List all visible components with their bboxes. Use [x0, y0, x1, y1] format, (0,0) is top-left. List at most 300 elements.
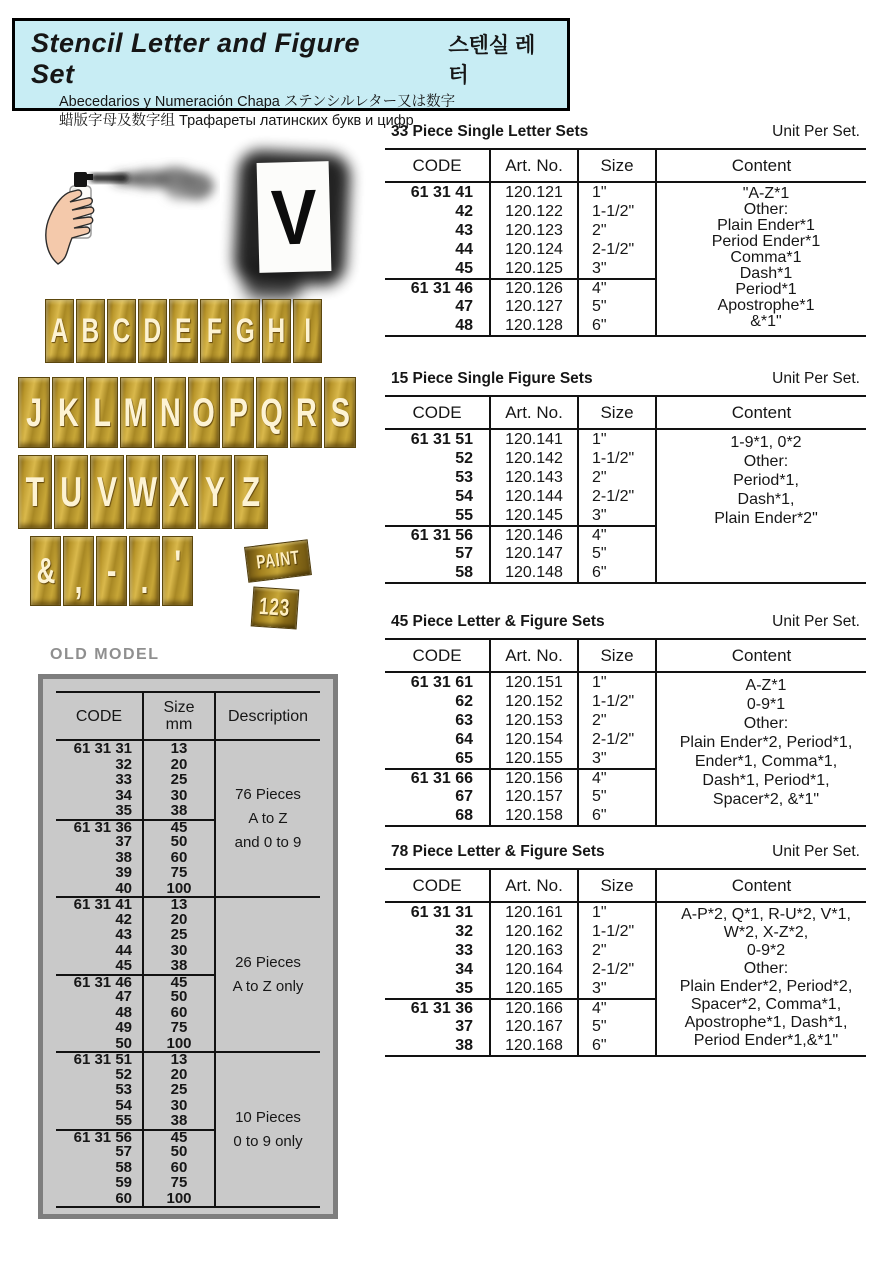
- description-line: A to Z: [248, 810, 288, 827]
- size-cell: 1": [577, 183, 655, 202]
- size-cell: 20: [142, 757, 214, 773]
- brass-plate: [96, 536, 127, 606]
- code-cell: 61 31 36: [56, 819, 142, 835]
- size-cell: 60: [142, 1160, 214, 1176]
- plate-letter: ,: [74, 558, 83, 602]
- content-line: Period*1: [735, 281, 797, 298]
- content-line: Dash*1: [739, 265, 793, 282]
- content-line: Spacer*2, &*1": [712, 791, 820, 808]
- size-cell: 50: [142, 834, 214, 850]
- unit-per-set-label: Unit Per Set.: [772, 613, 860, 630]
- size-cell: 4": [577, 998, 655, 1017]
- set-table: [385, 148, 866, 337]
- size-cell: 60: [142, 850, 214, 866]
- brass-plate: [54, 455, 88, 529]
- size-cell: 75: [142, 865, 214, 881]
- content-line: Other:: [743, 453, 789, 470]
- brass-plate: [45, 299, 74, 363]
- plate-letter: F: [207, 312, 222, 350]
- brass-plate: [188, 377, 220, 448]
- size-cell: 1-1/2": [577, 922, 655, 941]
- code-cell: 53: [115, 1081, 132, 1099]
- size-cell: 1-1/2": [577, 692, 655, 711]
- size-cell: 2": [577, 468, 655, 487]
- artno-cell: 120.127: [489, 297, 577, 316]
- set-title: 15 Piece Single Figure Sets: [391, 370, 593, 387]
- size-cell: 38: [142, 803, 214, 819]
- size-cell: 13: [142, 1051, 214, 1067]
- brass-plate-row: [18, 377, 356, 448]
- description-cell: [214, 741, 320, 896]
- column-header: Content: [655, 870, 866, 903]
- artno-cell: 120.163: [489, 941, 577, 960]
- code-cell: 34: [455, 961, 473, 978]
- column-header: Art. No.: [489, 150, 577, 183]
- size-cell: 100: [142, 1036, 214, 1052]
- brass-plate: [262, 299, 291, 363]
- size-cell: 30: [142, 1098, 214, 1114]
- column-header: Content: [655, 640, 866, 673]
- content-line: Period*1,: [733, 472, 799, 489]
- size-cell: 25: [142, 927, 214, 943]
- size-cell: 45: [142, 819, 214, 835]
- plate-letter: E: [175, 312, 192, 350]
- artno-cell: 120.168: [489, 1036, 577, 1055]
- code-cell: 61 31 56: [385, 525, 489, 544]
- plate-letter: G: [235, 312, 256, 350]
- code-cell: 35: [115, 802, 132, 820]
- code-cell: 61 31 36: [385, 998, 489, 1017]
- code-cell: 50: [115, 1034, 132, 1052]
- content-line: Other:: [743, 960, 789, 977]
- brass-plate: [126, 455, 160, 529]
- size-cell: 1-1/2": [577, 202, 655, 221]
- brass-plate: [120, 377, 152, 448]
- column-header: Art. No.: [489, 870, 577, 903]
- code-cell: 33: [115, 771, 132, 789]
- size-cell: 2-1/2": [577, 730, 655, 749]
- size-cell: 38: [142, 958, 214, 974]
- plate-letter: -: [106, 549, 117, 593]
- brass-plate: [290, 377, 322, 448]
- artno-cell: 120.141: [489, 430, 577, 449]
- code-cell: 34: [115, 786, 132, 804]
- column-header: Description: [214, 693, 320, 741]
- description-line: A to Z only: [232, 978, 304, 995]
- brass-plate: [198, 455, 232, 529]
- plate-letter: C: [112, 312, 131, 350]
- brass-plate: [200, 299, 229, 363]
- column-header-size: Size: [163, 699, 195, 716]
- artno-cell: 120.146: [489, 525, 577, 544]
- code-cell: 61 31 41: [56, 896, 142, 912]
- artno-cell: 120.161: [489, 903, 577, 922]
- page-title-korean: 스텐실 레터: [448, 34, 536, 87]
- plate-letter: K: [57, 390, 79, 435]
- code-cell: 55: [115, 1112, 132, 1130]
- code-cell: 42: [455, 203, 473, 220]
- code-cell: 43: [115, 926, 132, 944]
- code-cell: 48: [455, 317, 473, 334]
- code-cell: 37: [115, 833, 132, 851]
- artno-cell: 120.164: [489, 960, 577, 979]
- plate-letter: H: [267, 312, 286, 350]
- plate-letter: B: [81, 312, 100, 350]
- content-line: Spacer*2, Comma*1,: [690, 996, 842, 1013]
- code-cell: 67: [455, 788, 473, 805]
- code-cell: 61 31 46: [56, 974, 142, 990]
- size-cell: 13: [142, 741, 214, 757]
- size-cell: 1": [577, 903, 655, 922]
- product-table-section: [385, 843, 866, 1057]
- brass-plate-row: [18, 455, 268, 529]
- code-cell: 63: [455, 712, 473, 729]
- artno-cell: 120.151: [489, 673, 577, 692]
- content-cell: [655, 430, 866, 582]
- set-table: [385, 868, 866, 1057]
- product-table-section: [385, 370, 866, 584]
- size-cell: 5": [577, 297, 655, 316]
- table-heading: [385, 370, 866, 395]
- artno-cell: 120.126: [489, 278, 577, 297]
- column-header: Art. No.: [489, 640, 577, 673]
- code-cell: 54: [115, 1096, 132, 1114]
- code-cell: 44: [115, 941, 132, 959]
- subtitle-line-2: 蜡版字母及数字组 Трафареты латинских букв и цифр: [59, 113, 414, 129]
- code-cell: 37: [455, 1018, 473, 1035]
- artno-cell: 120.155: [489, 749, 577, 768]
- plate-letter: N: [159, 390, 181, 435]
- artno-cell: 120.125: [489, 259, 577, 278]
- artno-cell: 120.124: [489, 240, 577, 259]
- brass-plate: [76, 299, 105, 363]
- content-line: Dash*1, Period*1,: [702, 772, 830, 789]
- old-model-table: [38, 674, 338, 1219]
- code-cell: 33: [455, 942, 473, 959]
- column-header: CODE: [385, 870, 489, 903]
- size-cell: 6": [577, 1036, 655, 1055]
- code-cell: 52: [115, 1065, 132, 1083]
- code-cell: 35: [455, 980, 473, 997]
- brass-plate: [162, 455, 196, 529]
- plate-letter: Z: [241, 468, 261, 515]
- size-cell: 1-1/2": [577, 449, 655, 468]
- artno-cell: 120.157: [489, 787, 577, 806]
- code-cell: 61 31 61: [410, 674, 473, 691]
- artno-cell: 120.142: [489, 449, 577, 468]
- content-line: &*1": [750, 313, 782, 330]
- size-cell: 3": [577, 506, 655, 525]
- size-cell: 60: [142, 1005, 214, 1021]
- description-cell: [214, 1051, 320, 1206]
- code-cell: 59: [115, 1174, 132, 1192]
- artno-cell: 120.121: [489, 183, 577, 202]
- artno-cell: 120.147: [489, 544, 577, 563]
- code-cell: 61 31 31: [73, 740, 132, 758]
- content-line: Apostrophe*1, Dash*1,: [684, 1014, 848, 1031]
- plate-letter: Q: [260, 390, 284, 435]
- plate-letter: V: [96, 468, 118, 515]
- description-line: 10 Pieces: [235, 1109, 301, 1126]
- size-cell: 5": [577, 787, 655, 806]
- description-line: and 0 to 9: [234, 834, 302, 851]
- size-cell: 45: [142, 1129, 214, 1145]
- table-heading: [385, 843, 866, 868]
- hand: [46, 190, 94, 264]
- code-cell: 55: [455, 507, 473, 524]
- code-cell: 38: [455, 1037, 473, 1054]
- content-line: Plain Ender*2, Period*2,: [679, 978, 853, 995]
- plate-letter: P: [228, 390, 248, 435]
- plate-letter: Y: [204, 468, 226, 515]
- content-line: A-Z*1: [745, 677, 787, 694]
- column-header: Size: [577, 150, 655, 183]
- column-header: Size: [577, 397, 655, 430]
- plate-letter: L: [93, 390, 111, 435]
- code-cell: 57: [115, 1143, 132, 1161]
- size-cell: 75: [142, 1175, 214, 1191]
- plate-letter: A: [50, 312, 69, 350]
- size-cell: 100: [142, 881, 214, 897]
- plate-letter: M: [124, 390, 149, 435]
- size-cell: 6": [577, 563, 655, 582]
- code-cell: 61 31 46: [385, 278, 489, 297]
- set-title: 45 Piece Letter & Figure Sets: [391, 613, 605, 630]
- brass-plate-row: [45, 299, 322, 363]
- size-cell: 2-1/2": [577, 487, 655, 506]
- column-header: Art. No.: [489, 397, 577, 430]
- artno-cell: 120.154: [489, 730, 577, 749]
- code-cell: 53: [455, 469, 473, 486]
- artno-cell: 120.167: [489, 1017, 577, 1036]
- code-cell: 57: [455, 545, 473, 562]
- code-cell: 44: [455, 241, 473, 258]
- content-line: Ender*1, Comma*1,: [694, 753, 838, 770]
- plate-letter: I: [304, 312, 311, 350]
- spray-jet: [90, 174, 128, 182]
- brass-plate: [107, 299, 136, 363]
- size-cell: 45: [142, 974, 214, 990]
- size-cell: 100: [142, 1191, 214, 1207]
- content-line: Period Ender*1: [711, 233, 821, 250]
- plate-letter: ': [174, 543, 181, 587]
- piece-text: PAINT: [255, 547, 301, 574]
- code-cell: 62: [455, 693, 473, 710]
- brass-plate: [30, 536, 61, 606]
- plate-letter: W: [128, 468, 158, 515]
- column-header: [142, 693, 214, 741]
- product-table-section: [385, 123, 866, 337]
- size-cell: 38: [142, 1113, 214, 1129]
- content-line: Period Ender*1,&*1": [693, 1032, 839, 1049]
- code-cell: 61 31 41: [410, 184, 473, 201]
- plate-letter: R: [295, 390, 317, 435]
- description-line: 26 Pieces: [235, 954, 301, 971]
- size-cell: 25: [142, 1082, 214, 1098]
- size-cell: 50: [142, 989, 214, 1005]
- content-line: A-P*2, Q*1, R-U*2, V*1,: [681, 906, 851, 923]
- brass-plate: [256, 377, 288, 448]
- artno-cell: 120.153: [489, 711, 577, 730]
- size-cell: 1": [577, 673, 655, 692]
- unit-per-set-label: Unit Per Set.: [772, 123, 860, 140]
- unit-per-set-label: Unit Per Set.: [772, 370, 860, 387]
- size-cell: 3": [577, 749, 655, 768]
- content-cell: [655, 903, 866, 1055]
- set-title: 78 Piece Letter & Figure Sets: [391, 843, 605, 860]
- content-line: Comma*1: [730, 249, 802, 266]
- spray-can-illustration: [28, 146, 220, 294]
- brass-plate: [86, 377, 118, 448]
- artno-cell: 120.148: [489, 563, 577, 582]
- code-cell: 45: [115, 957, 132, 975]
- artno-cell: 120.166: [489, 998, 577, 1017]
- content-line: W*2, X-Z*2,: [723, 924, 809, 941]
- size-cell: 2-1/2": [577, 960, 655, 979]
- size-cell: 2": [577, 941, 655, 960]
- size-cell: 4": [577, 278, 655, 297]
- brass-plate: [231, 299, 260, 363]
- size-cell: 30: [142, 943, 214, 959]
- title-banner: [12, 18, 570, 129]
- size-cell: 20: [142, 912, 214, 928]
- content-line: Plain Ender*2, Period*1,: [679, 734, 853, 751]
- column-header: CODE: [385, 640, 489, 673]
- table-heading: [385, 613, 866, 638]
- code-cell: 64: [455, 731, 473, 748]
- column-header: Size: [577, 640, 655, 673]
- code-cell: 40: [115, 879, 132, 897]
- code-cell: 45: [455, 260, 473, 277]
- brass-plate: [169, 299, 198, 363]
- column-header: CODE: [385, 397, 489, 430]
- stencil-letter: V: [269, 172, 319, 262]
- content-line: 1-9*1, 0*2: [730, 434, 802, 451]
- code-cell: 49: [115, 1019, 132, 1037]
- artno-cell: 120.128: [489, 316, 577, 335]
- code-cell: 47: [115, 988, 132, 1006]
- brass-plate: [324, 377, 356, 448]
- content-line: Other:: [743, 715, 789, 732]
- code-cell: 43: [455, 222, 473, 239]
- page-title: Stencil Letter and Figure Set: [31, 28, 361, 89]
- column-header-size-unit: mm: [165, 716, 193, 733]
- content-line: Other:: [743, 201, 789, 218]
- brass-plate: [18, 377, 50, 448]
- code-cell: 39: [115, 864, 132, 882]
- code-cell: 61 31 66: [385, 768, 489, 787]
- size-cell: 1": [577, 430, 655, 449]
- size-cell: 5": [577, 1017, 655, 1036]
- code-cell: 61 31 51: [56, 1051, 142, 1067]
- brass-plate: [222, 377, 254, 448]
- size-cell: 4": [577, 525, 655, 544]
- spray-cloud: [112, 167, 214, 200]
- content-cell: [655, 673, 866, 825]
- code-cell: 32: [455, 923, 473, 940]
- size-cell: 5": [577, 544, 655, 563]
- set-table: [385, 395, 866, 584]
- artno-cell: 120.144: [489, 487, 577, 506]
- brass-plate: [52, 377, 84, 448]
- size-cell: 75: [142, 1020, 214, 1036]
- code-cell: 61 31 51: [410, 431, 473, 448]
- size-cell: 2": [577, 221, 655, 240]
- column-header: CODE: [385, 150, 489, 183]
- code-cell: 52: [455, 450, 473, 467]
- subtitle-line-1: Abecedarios y Numeración Chapa ステンシルレター又は数字: [59, 94, 456, 110]
- stencil-v-illustration: [226, 148, 360, 300]
- brass-small-piece: [244, 539, 312, 583]
- artno-cell: 120.122: [489, 202, 577, 221]
- size-cell: 6": [577, 806, 655, 825]
- plate-letter: T: [25, 468, 45, 515]
- size-cell: 2-1/2": [577, 240, 655, 259]
- artno-cell: 120.162: [489, 922, 577, 941]
- brass-plate: [129, 536, 160, 606]
- artno-cell: 120.145: [489, 506, 577, 525]
- brass-plate: [138, 299, 167, 363]
- content-line: 0-9*2: [746, 942, 786, 959]
- code-cell: 68: [455, 807, 473, 824]
- code-cell: 32: [115, 755, 132, 773]
- code-cell: 65: [455, 750, 473, 767]
- artno-cell: 120.143: [489, 468, 577, 487]
- code-cell: 58: [115, 1158, 132, 1176]
- plate-letter: D: [143, 312, 162, 350]
- artno-cell: 120.158: [489, 806, 577, 825]
- content-line: Dash*1,: [737, 491, 795, 508]
- brass-plate: [234, 455, 268, 529]
- size-cell: 3": [577, 259, 655, 278]
- stencil-card: [257, 161, 332, 273]
- brass-plate-row: [30, 536, 193, 606]
- brass-plate: [90, 455, 124, 529]
- plate-letter: U: [60, 468, 82, 515]
- set-table: [385, 638, 866, 827]
- content-line: 0-9*1: [746, 696, 786, 713]
- old-model-label: OLD MODEL: [50, 646, 160, 663]
- description-line: 0 to 9 only: [233, 1133, 303, 1150]
- piece-text: 123: [258, 592, 292, 623]
- product-table-section: [385, 613, 866, 827]
- column-header: Size: [577, 870, 655, 903]
- brass-plate: [154, 377, 186, 448]
- plate-letter: O: [192, 390, 216, 435]
- unit-per-set-label: Unit Per Set.: [772, 843, 860, 860]
- set-title: 33 Piece Single Letter Sets: [391, 123, 589, 140]
- code-cell: 60: [115, 1189, 132, 1207]
- content-line: "A-Z*1: [742, 185, 790, 202]
- brass-plate: [18, 455, 52, 529]
- brass-plate: [63, 536, 94, 606]
- artno-cell: 120.123: [489, 221, 577, 240]
- content-cell: [655, 183, 866, 335]
- code-cell: 47: [455, 298, 473, 315]
- code-cell: 54: [455, 488, 473, 505]
- size-cell: 20: [142, 1067, 214, 1083]
- column-header: Content: [655, 150, 866, 183]
- size-cell: 6": [577, 316, 655, 335]
- plate-letter: S: [330, 390, 350, 435]
- brass-small-piece: [251, 586, 300, 629]
- size-cell: 2": [577, 711, 655, 730]
- plate-letter: J: [25, 390, 43, 435]
- plate-letter: X: [168, 468, 190, 515]
- brass-plate: [293, 299, 322, 363]
- content-line: Plain Ender*1: [717, 217, 815, 234]
- column-header: CODE: [56, 693, 142, 741]
